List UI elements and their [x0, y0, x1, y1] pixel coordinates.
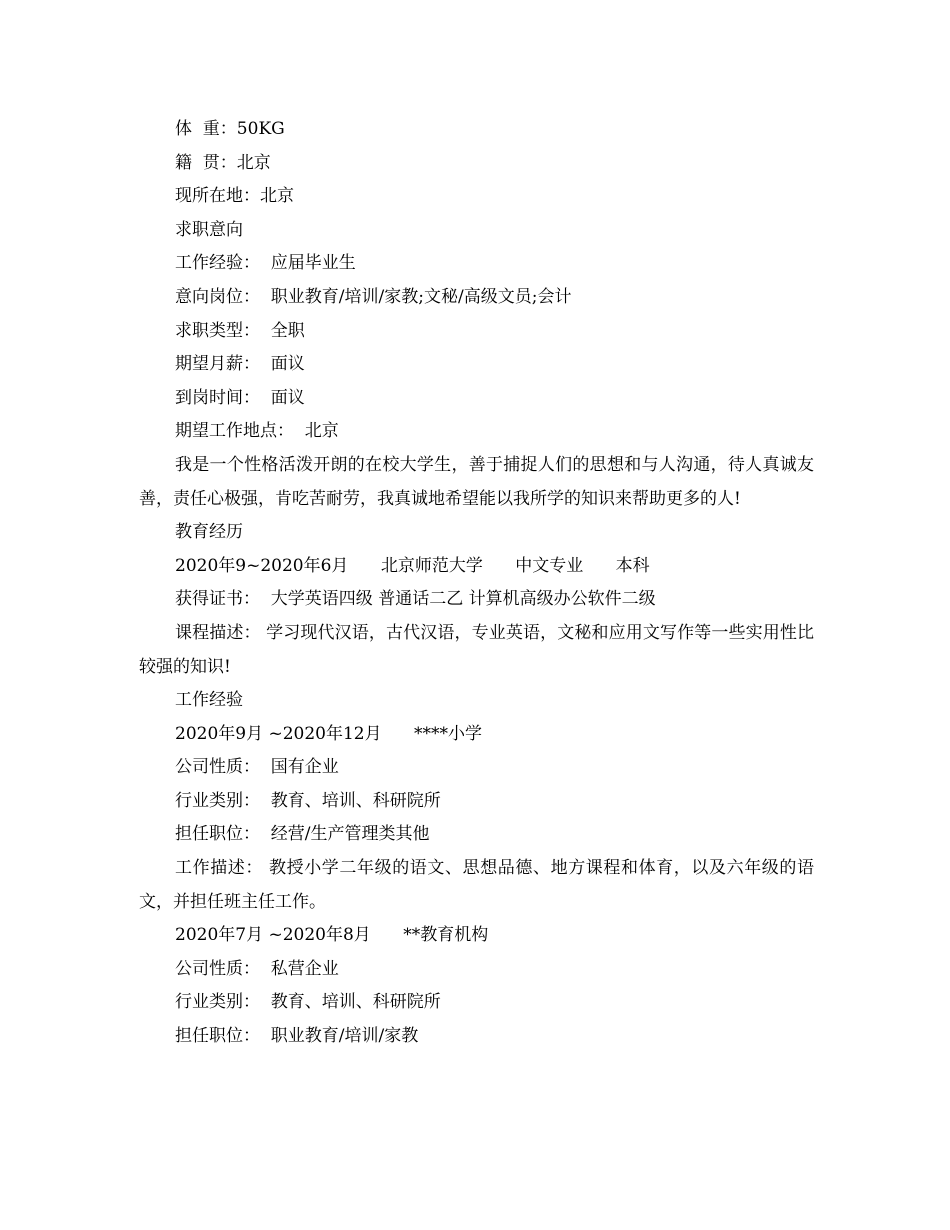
job1-industry: 行业类别： 教育、培训、科研院所 [175, 790, 441, 811]
start-time-line: 到岗时间： 面议 [175, 387, 305, 408]
education-heading: 教育经历 [175, 522, 243, 543]
job2-period-line: 2020年7月 ~2020年8月 **教育机构 [175, 925, 489, 946]
expected-salary-line: 期望月薪： 面议 [175, 354, 305, 375]
education-period-line: 2020年9~2020年6月 北京师范大学 中文专业 本科 [175, 555, 650, 576]
resume-body [139, 113, 814, 1054]
job1-description: 工作描述： 教授小学二年级的语文、思想品德、地方课程和体育，以及六年级的语文，并担任班主任工作。 [139, 858, 814, 912]
desired-position-line: 意向岗位： 职业教育/培训/家教;文秘/高级文员;会计 [175, 286, 572, 307]
self-introduction: 我是一个性格活泼开朗的在校大学生，善于捕捉人们的思想和与人沟通，待人真诚友善，责任心极强，肯吃苦耐劳，我真诚地希望能以我所学的知识来帮助更多的人! [139, 454, 814, 509]
job-type-line: 求职类型： 全职 [175, 320, 305, 341]
weight-line: 体 重：50KG [175, 119, 285, 139]
certificates-line: 获得证书： 大学英语四级 普通话二乙 计算机高级办公软件二级 [175, 589, 656, 610]
job-intention-heading: 求职意向 [175, 219, 243, 240]
hometown-line: 籍 贯：北京 [175, 152, 271, 173]
job1-position: 担任职位： 经营/生产管理类其他 [175, 824, 430, 845]
job2-company-type: 公司性质： 私营企业 [175, 958, 339, 979]
course-description: 课程描述： 学习现代汉语，古代汉语，专业英语，文秘和应用文写作等一些实用性比较强的知识! [139, 622, 814, 677]
job1-period-line: 2020年9月 ~2020年12月 ****小学 [175, 723, 483, 744]
job2-industry: 行业类别： 教育、培训、科研院所 [175, 992, 441, 1013]
work-heading: 工作经验 [175, 690, 243, 711]
job1-company-type: 公司性质： 国有企业 [175, 757, 339, 778]
job2-position: 担任职位： 职业教育/培训/家教 [175, 1026, 419, 1047]
expected-location-line: 期望工作地点： 北京 [175, 421, 339, 442]
current-location-line: 现所在地：北京 [175, 186, 294, 207]
work-experience-line: 工作经验： 应届毕业生 [175, 253, 356, 274]
